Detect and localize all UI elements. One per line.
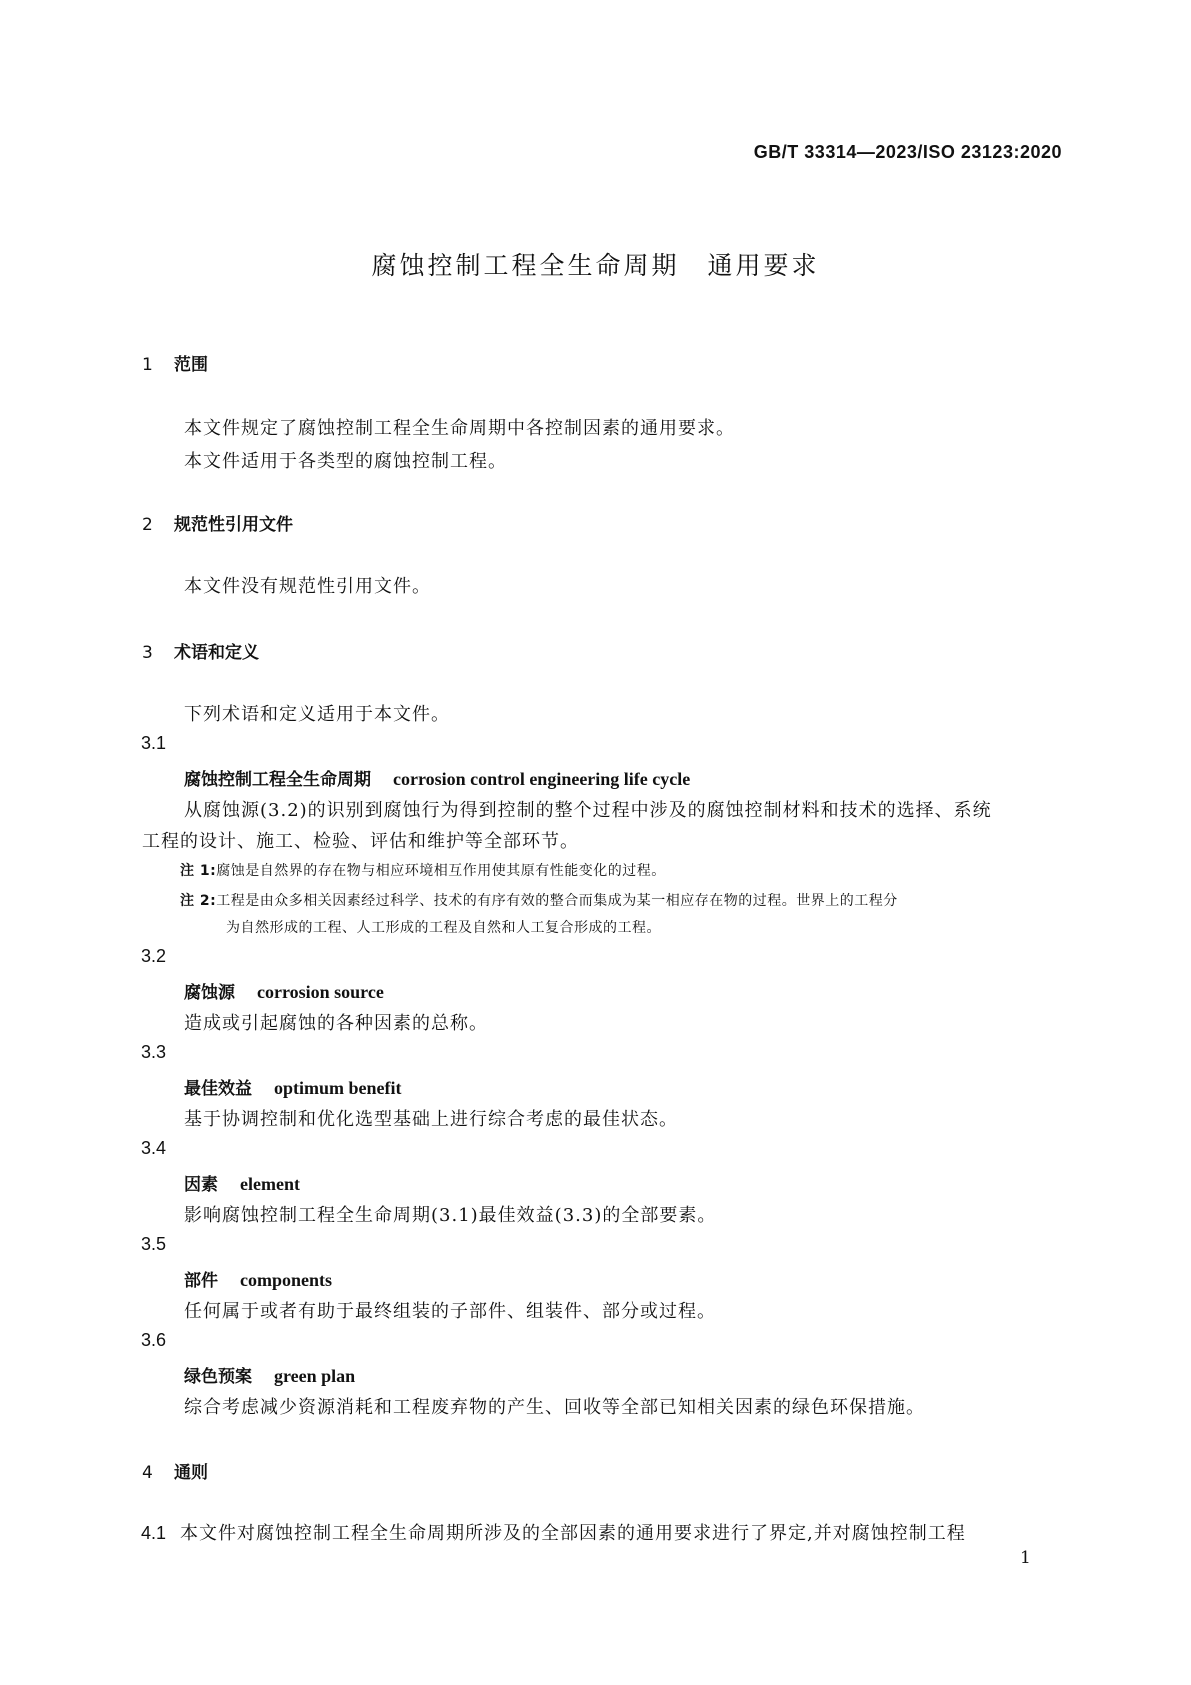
section-number: 3 [142, 643, 153, 663]
document-title: 腐蚀控制工程全生命周期 通用要求 [371, 251, 820, 280]
section-number: 2 [142, 515, 153, 535]
term-en: optimum benefit [274, 1078, 402, 1098]
note-2 [180, 890, 898, 910]
term-en: green plan [274, 1366, 356, 1386]
note-label: 注 1: [180, 863, 217, 879]
section-title: 通则 [174, 1463, 208, 1483]
section-title: 术语和定义 [174, 643, 259, 663]
term-definition: 任何属于或者有助于最终组装的子部件、组装件、部分或过程。 [184, 1301, 716, 1322]
term-definition: 影响腐蚀控制工程全生命周期(3.1)最佳效益(3.3)的全部要素。 [184, 1205, 717, 1226]
term-definition-continued: 工程的设计、施工、检验、评估和维护等全部环节。 [142, 831, 579, 852]
term-definition: 综合考虑减少资源消耗和工程废弃物的产生、回收等全部已知相关因素的绿色环保措施。 [184, 1397, 925, 1418]
term-definition: 基于协调控制和优化选型基础上进行综合考虑的最佳状态。 [184, 1109, 678, 1130]
section-4-heading [142, 1458, 208, 1483]
clause-number: 4.1 [141, 1523, 167, 1543]
paragraph: 下列术语和定义适用于本文件。 [184, 704, 450, 725]
section-title: 范围 [174, 355, 208, 375]
term-definition: 造成或引起腐蚀的各种因素的总称。 [184, 1013, 488, 1034]
term-zh: 部件 [184, 1271, 218, 1291]
page-number: 1 [1020, 1548, 1031, 1568]
term-zh: 因素 [184, 1175, 218, 1195]
clause-4-1 [141, 1519, 966, 1545]
term-number: 3.6 [141, 1330, 167, 1350]
term-heading [184, 1266, 332, 1291]
term-number: 3.4 [141, 1138, 167, 1158]
term-zh: 腐蚀源 [184, 983, 235, 1003]
note-2-continued: 为自然形成的工程、人工形成的工程及自然和人工复合形成的工程。 [226, 920, 661, 936]
term-heading [184, 1074, 402, 1099]
section-3-heading [142, 638, 259, 663]
standard-code-header: GB/T 33314—2023/ISO 23123:2020 [753, 142, 1062, 162]
term-definition: 从腐蚀源(3.2)的识别到腐蚀行为得到控制的整个过程中涉及的腐蚀控制材料和技术的选择、系统 [184, 800, 992, 821]
term-number: 3.2 [141, 946, 167, 966]
term-heading [184, 765, 690, 790]
term-en: components [240, 1270, 333, 1290]
paragraph: 本文件规定了腐蚀控制工程全生命周期中各控制因素的通用要求。 [184, 418, 735, 439]
term-number: 3.3 [141, 1042, 167, 1062]
paragraph: 本文件没有规范性引用文件。 [184, 576, 431, 597]
paragraph: 本文件适用于各类型的腐蚀控制工程。 [184, 451, 507, 472]
clause-text: 本文件对腐蚀控制工程全生命周期所涉及的全部因素的通用要求进行了界定,并对腐蚀控制工程 [180, 1523, 966, 1544]
term-en: corrosion source [257, 982, 384, 1002]
term-zh: 腐蚀控制工程全生命周期 [184, 770, 371, 790]
term-heading [184, 1170, 300, 1195]
term-zh: 绿色预案 [184, 1367, 252, 1387]
section-title: 规范性引用文件 [174, 515, 293, 535]
term-number: 3.1 [141, 733, 167, 753]
section-number: 1 [142, 355, 153, 375]
term-en: corrosion control engineering life cycle [393, 769, 691, 789]
section-number: 4 [142, 1463, 153, 1483]
note-text: 腐蚀是自然界的存在物与相应环境相互作用使其原有性能变化的过程。 [216, 863, 666, 879]
term-zh: 最佳效益 [184, 1079, 252, 1099]
term-heading [184, 1362, 355, 1387]
term-en: element [240, 1174, 300, 1194]
term-heading [184, 978, 384, 1003]
note-text: 工程是由众多相关因素经过科学、技术的有序有效的整合而集成为某一相应存在物的过程。世界上的工程分 [216, 893, 898, 909]
note-label: 注 2: [180, 893, 217, 909]
section-1-heading [142, 350, 208, 375]
term-number: 3.5 [141, 1234, 167, 1254]
section-2-heading [142, 510, 293, 535]
note-1 [180, 860, 666, 880]
